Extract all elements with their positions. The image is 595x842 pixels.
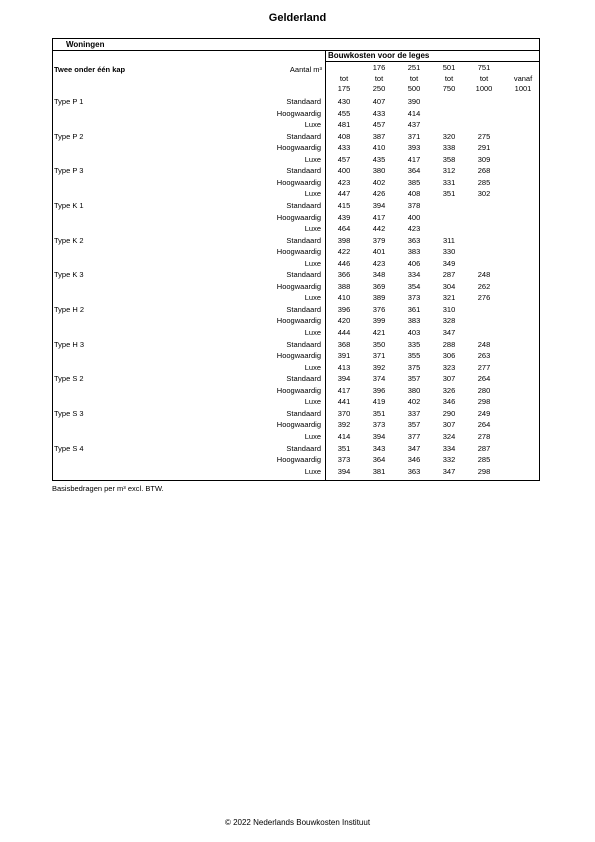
- quality-label: Hoogwaardig: [276, 212, 321, 222]
- cost-value: 347: [442, 328, 456, 337]
- table-row: [53, 362, 539, 374]
- cost-value: 276: [477, 293, 491, 303]
- cost-value: 312: [442, 166, 456, 176]
- quality-label: Standaard: [286, 270, 321, 280]
- cost-value: 408: [337, 131, 351, 141]
- table-row: [53, 350, 539, 362]
- type-name: Type H 2: [54, 304, 85, 314]
- quality-label: Hoogwaardig: [276, 420, 321, 430]
- cost-value: 402: [407, 397, 421, 407]
- cost-value: 355: [407, 351, 421, 361]
- range-header-top: 751: [477, 63, 491, 72]
- cost-value: 441: [337, 397, 351, 407]
- cost-value: 430: [337, 97, 351, 106]
- cost-value: 394: [372, 431, 386, 441]
- quality-label: Standaard: [286, 97, 321, 106]
- table-row: [53, 177, 539, 189]
- cost-value: 402: [372, 177, 386, 187]
- cost-value: 392: [337, 420, 351, 430]
- cost-value: 346: [407, 455, 421, 465]
- table-row: [53, 235, 539, 247]
- cost-value: 309: [477, 154, 491, 164]
- table-row: [53, 315, 539, 327]
- cost-value: 390: [407, 97, 421, 106]
- cost-value: 351: [442, 189, 456, 199]
- cost-value: 364: [407, 166, 421, 176]
- quality-label: Luxe: [304, 224, 321, 234]
- cost-value: 249: [477, 408, 491, 418]
- cost-value: 400: [337, 166, 351, 176]
- quality-label: Luxe: [304, 362, 321, 372]
- cost-value: 423: [337, 177, 351, 187]
- type-name: Type H 3: [54, 339, 85, 349]
- quality-label: Standaard: [286, 166, 321, 176]
- cost-value: 420: [337, 316, 351, 326]
- cost-value: 298: [477, 466, 491, 476]
- range-header-mid: vanaf: [513, 73, 533, 83]
- cost-value: 350: [372, 339, 386, 349]
- quality-label: Standaard: [286, 235, 321, 245]
- type-name: Type S 3: [54, 408, 84, 418]
- cost-value: 354: [407, 281, 421, 291]
- cost-value: 414: [407, 108, 421, 118]
- type-name: Type S 2: [54, 374, 84, 384]
- quality-label: Hoogwaardig: [276, 385, 321, 395]
- cost-value: 421: [372, 328, 386, 337]
- cost-value: 417: [407, 154, 421, 164]
- quality-label: Luxe: [304, 258, 321, 268]
- cost-value: 410: [372, 143, 386, 153]
- cost-value: 368: [337, 339, 351, 349]
- cost-value: 264: [477, 420, 491, 430]
- quality-label: Standaard: [286, 304, 321, 314]
- table-row: [53, 327, 539, 339]
- cost-value: 370: [337, 408, 351, 418]
- range-header-top: 251: [407, 63, 421, 72]
- quality-label: Hoogwaardig: [276, 108, 321, 118]
- range-header-bottom: 250: [372, 84, 386, 93]
- range-header-bottom: 1001: [514, 84, 532, 93]
- cost-value: 326: [442, 385, 456, 395]
- cost-value: 349: [442, 258, 456, 268]
- cost-value: 375: [407, 362, 421, 372]
- quality-label: Luxe: [304, 189, 321, 199]
- cost-value: 262: [477, 281, 491, 291]
- cost-value: 387: [372, 131, 386, 141]
- cost-value: 264: [477, 374, 491, 384]
- table-row: [53, 188, 539, 200]
- cost-value: 268: [477, 166, 491, 176]
- cost-value: 376: [372, 304, 386, 314]
- cost-value: 363: [407, 235, 421, 245]
- cost-value: 369: [372, 281, 386, 291]
- cost-value: 396: [337, 304, 351, 314]
- quality-label: Luxe: [304, 154, 321, 164]
- quality-label: Hoogwaardig: [276, 455, 321, 465]
- cost-value: 357: [407, 420, 421, 430]
- range-header-bottom: 500: [407, 84, 421, 93]
- quality-label: Luxe: [304, 397, 321, 407]
- table-row: [53, 396, 539, 408]
- cost-value: 444: [337, 328, 351, 337]
- range-header-bottom: 1000: [475, 84, 493, 93]
- cost-value: 419: [372, 397, 386, 407]
- table-subtitle: Twee onder één kap: [54, 65, 126, 74]
- cost-value: 423: [407, 224, 421, 234]
- cost-value: 414: [337, 431, 351, 441]
- table-row: [53, 408, 539, 420]
- cost-value: 302: [477, 189, 491, 199]
- cost-value: 306: [442, 351, 456, 361]
- cost-value: 385: [407, 177, 421, 187]
- cost-value: 380: [407, 385, 421, 395]
- cost-value: 383: [407, 316, 421, 326]
- cost-value: 351: [337, 443, 351, 453]
- cost-value: 307: [442, 374, 456, 384]
- cost-value: 307: [442, 420, 456, 430]
- cost-value: 337: [407, 408, 421, 418]
- cost-value: 323: [442, 362, 456, 372]
- cost-value: 373: [337, 455, 351, 465]
- range-header-bottom: 750: [442, 84, 456, 93]
- cost-value: 334: [407, 270, 421, 280]
- cost-value: 481: [337, 120, 351, 130]
- type-name: Type K 2: [54, 235, 84, 245]
- quality-label: Luxe: [304, 293, 321, 303]
- cost-value: 399: [372, 316, 386, 326]
- section-label: Woningen: [66, 40, 105, 49]
- cost-value: 347: [442, 466, 456, 476]
- cost-value: 348: [372, 270, 386, 280]
- table-row: [53, 373, 539, 385]
- cost-value: 442: [372, 224, 386, 234]
- range-header-mid: tot: [479, 73, 489, 83]
- cost-value: 320: [442, 131, 456, 141]
- quality-label: Luxe: [304, 466, 321, 476]
- range-header-top: 501: [442, 63, 456, 72]
- cost-value: 263: [477, 351, 491, 361]
- cost-value: 435: [372, 154, 386, 164]
- table-row: [53, 339, 539, 351]
- cost-value: 410: [337, 293, 351, 303]
- cost-value: 285: [477, 455, 491, 465]
- quality-label: Standaard: [286, 131, 321, 141]
- range-header-mid: tot: [444, 73, 454, 83]
- cost-value: 357: [407, 374, 421, 384]
- cost-value: 338: [442, 143, 456, 153]
- page-title: Gelderland: [268, 12, 327, 24]
- cost-value: 373: [372, 420, 386, 430]
- quality-label: Luxe: [304, 431, 321, 441]
- cost-value: 464: [337, 224, 351, 234]
- cost-value: 401: [372, 247, 386, 257]
- cost-value: 351: [372, 408, 386, 418]
- cost-value: 248: [477, 270, 491, 280]
- range-header-mid: tot: [339, 73, 349, 83]
- cost-value: 298: [477, 397, 491, 407]
- cost-value: 278: [477, 431, 491, 441]
- cost-value: 417: [372, 212, 386, 222]
- cost-value: 381: [372, 466, 386, 476]
- table-row: [53, 419, 539, 431]
- quality-label: Standaard: [286, 374, 321, 384]
- cost-value: 328: [442, 316, 456, 326]
- cost-value: 417: [337, 385, 351, 395]
- cost-value: 394: [337, 374, 351, 384]
- cost-value: 433: [337, 143, 351, 153]
- cost-value: 391: [337, 351, 351, 361]
- table-row: [53, 454, 539, 466]
- cost-value: 332: [442, 455, 456, 465]
- cost-value: 311: [443, 235, 455, 245]
- cost-value: 398: [337, 235, 351, 245]
- cost-value: 446: [337, 258, 351, 268]
- range-header-mid: tot: [374, 73, 384, 83]
- cost-value: 457: [372, 120, 386, 130]
- type-name: Type P 3: [54, 166, 84, 176]
- cost-value: 363: [407, 466, 421, 476]
- quality-label: Hoogwaardig: [276, 316, 321, 326]
- table-row: [53, 131, 539, 143]
- table-row: [53, 269, 539, 281]
- table-row: [53, 154, 539, 166]
- cost-value: 277: [477, 362, 491, 372]
- table-row: [53, 200, 539, 212]
- cost-value: 447: [337, 189, 351, 199]
- table-row: [53, 119, 539, 131]
- table-row: [53, 223, 539, 235]
- cost-value: 388: [337, 281, 351, 291]
- cost-value: 455: [337, 108, 351, 118]
- cost-value: 275: [477, 131, 491, 141]
- type-name: Type P 2: [54, 131, 84, 141]
- table-row: [53, 165, 539, 177]
- table-row: [53, 246, 539, 258]
- bouwkosten-header-label: Bouwkosten voor de leges: [328, 51, 430, 60]
- type-name: Type S 4: [54, 443, 84, 453]
- type-name: Type K 3: [54, 270, 84, 280]
- table-row: [53, 258, 539, 270]
- range-header-mid: tot: [409, 73, 419, 83]
- cost-value: 290: [442, 408, 456, 418]
- cost-value: 378: [407, 200, 421, 210]
- cost-value: 334: [442, 443, 456, 453]
- table-row: [53, 281, 539, 293]
- copyright: © 2022 Nederlands Bouwkosten Instituut: [224, 818, 371, 827]
- bouwkosten-header: [326, 50, 539, 62]
- quality-label: Standaard: [286, 200, 321, 210]
- cost-value: 389: [372, 293, 386, 303]
- cost-value: 280: [477, 385, 491, 395]
- cost-value: 304: [442, 281, 456, 291]
- cost-value: 383: [407, 247, 421, 257]
- cost-value: 358: [442, 154, 456, 164]
- cost-value: 439: [337, 212, 351, 222]
- cost-value: 433: [372, 108, 386, 118]
- cost-value: 380: [372, 166, 386, 176]
- quality-label: Standaard: [286, 408, 321, 418]
- cost-value: 288: [442, 339, 456, 349]
- cost-value: 364: [372, 455, 386, 465]
- cost-value: 392: [372, 362, 386, 372]
- cost-value: 343: [372, 443, 386, 453]
- cost-value: 374: [372, 374, 386, 384]
- cost-value: 371: [372, 351, 386, 361]
- quality-label: Hoogwaardig: [276, 247, 321, 257]
- cost-value: 377: [407, 431, 421, 441]
- cost-value: 396: [372, 385, 386, 395]
- cost-value: 403: [407, 328, 421, 337]
- table-row: [53, 96, 539, 108]
- table-row: [53, 385, 539, 397]
- quality-label: Luxe: [304, 328, 321, 337]
- cost-value: 321: [442, 293, 456, 303]
- cost-value: 379: [372, 235, 386, 245]
- type-name: Type P 1: [54, 97, 84, 106]
- quality-label: Hoogwaardig: [276, 177, 321, 187]
- quality-label: Standaard: [286, 339, 321, 349]
- cost-value: 413: [337, 362, 351, 372]
- table-row: [53, 443, 539, 455]
- cost-value: 366: [337, 270, 351, 280]
- range-header-top: 176: [372, 63, 386, 72]
- table-row: [53, 142, 539, 154]
- table-row: [53, 304, 539, 316]
- range-header-bottom: 175: [337, 84, 351, 93]
- table-row: [53, 108, 539, 120]
- cost-value: 393: [407, 143, 421, 153]
- table-row: [53, 212, 539, 224]
- cost-value: 426: [372, 189, 386, 199]
- quality-label: Hoogwaardig: [276, 143, 321, 153]
- cost-value: 347: [407, 443, 421, 453]
- cost-value: 394: [372, 200, 386, 210]
- type-name: Type K 1: [54, 200, 84, 210]
- cost-value: 406: [407, 258, 421, 268]
- quality-label: Hoogwaardig: [276, 281, 321, 291]
- cost-value: 361: [407, 304, 421, 314]
- cost-value: 415: [337, 200, 351, 210]
- cost-value: 408: [407, 189, 421, 199]
- aantal-label: Aantal m³: [289, 65, 322, 74]
- cost-value: 394: [337, 466, 351, 476]
- footnote: Basisbedragen per m³ excl. BTW.: [52, 484, 164, 493]
- cost-value: 330: [442, 247, 456, 257]
- cost-table: [52, 38, 540, 481]
- quality-label: Standaard: [286, 443, 321, 453]
- cost-value: 287: [442, 270, 456, 280]
- cost-value: 335: [407, 339, 421, 349]
- cost-value: 291: [477, 143, 491, 153]
- cost-value: 457: [337, 154, 351, 164]
- cost-value: 285: [477, 177, 491, 187]
- cost-value: 346: [442, 397, 456, 407]
- quality-label: Hoogwaardig: [276, 351, 321, 361]
- cost-value: 407: [372, 97, 386, 106]
- cost-value: 371: [407, 131, 421, 141]
- cost-value: 422: [337, 247, 351, 257]
- table-row: [53, 431, 539, 443]
- cost-value: 324: [442, 431, 456, 441]
- cost-value: 423: [372, 258, 386, 268]
- cost-value: 287: [477, 443, 491, 453]
- cost-value: 248: [477, 339, 491, 349]
- cost-value: 310: [442, 304, 456, 314]
- quality-label: Luxe: [304, 120, 321, 130]
- cost-value: 400: [407, 212, 421, 222]
- table-row: [53, 292, 539, 304]
- table-row: [53, 466, 539, 478]
- cost-value: 437: [407, 120, 421, 130]
- cost-value: 331: [442, 177, 456, 187]
- cost-value: 373: [407, 293, 421, 303]
